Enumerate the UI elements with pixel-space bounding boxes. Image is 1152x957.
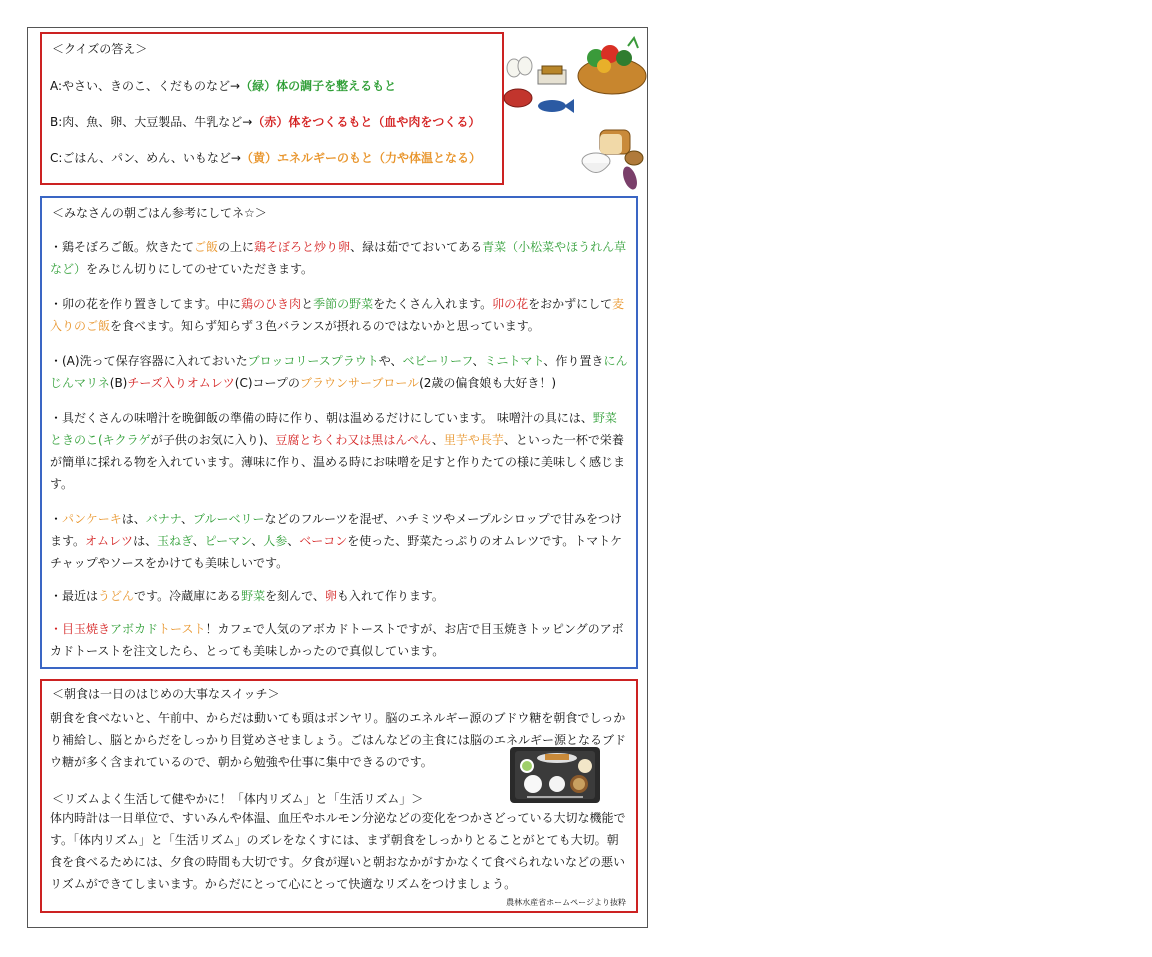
highlight-red: 目玉焼き bbox=[62, 622, 111, 636]
quiz-line-c-answer: （黄）エネルギーのもと（力や体温となる） bbox=[240, 151, 481, 165]
quiz-line-c bbox=[50, 151, 481, 166]
source-note: 農林水産省ホームページより抜粋 bbox=[506, 898, 626, 907]
quiz-line-b bbox=[50, 115, 480, 130]
highlight-green: ミニトマト bbox=[484, 354, 544, 368]
highlight-green: 人参 bbox=[263, 534, 288, 548]
text: は、 bbox=[121, 512, 146, 526]
text: (B) bbox=[109, 376, 128, 390]
highlight-green: ブロッコリースプラウト bbox=[247, 354, 379, 368]
highlight-yellow: うどん bbox=[98, 589, 135, 603]
highlight-red: 豆腐とちくわ又は黒はんぺん bbox=[275, 433, 432, 447]
quiz-line-b-label: B:肉、魚、卵、大豆製品、牛乳など→ bbox=[50, 115, 253, 129]
highlight-red: オムレツ bbox=[85, 534, 134, 548]
text: 、 bbox=[287, 534, 300, 548]
text: 、 bbox=[431, 433, 444, 447]
text: も入れて作ります。 bbox=[336, 589, 444, 603]
text: です。冷蔵庫にある bbox=[134, 589, 242, 603]
text: 、緑は茹でておいてある bbox=[350, 240, 483, 254]
ideas-title: ＜みなさんの朝ごはん参考にしてネ☆＞ bbox=[52, 206, 267, 220]
fish-icon bbox=[538, 99, 574, 113]
bread-icon bbox=[600, 130, 630, 154]
text: をみじん切りにしてのせていただきます。 bbox=[86, 262, 314, 276]
highlight-green: 野菜ときのこ(キクラゲ bbox=[50, 411, 617, 447]
highlight-red: ・ bbox=[50, 622, 63, 636]
text: と bbox=[301, 297, 314, 311]
highlight-red: 卵 bbox=[324, 589, 337, 603]
text: 、 bbox=[192, 534, 205, 548]
vegetable-basket-icon bbox=[578, 38, 646, 94]
text: 、 bbox=[180, 512, 193, 526]
highlight-yellow: パンケーキ bbox=[62, 512, 122, 526]
breakfast-body-2: 体内時計は一日単位で、すいみんや体温、血圧やホルモン分泌などの変化をつかさどっている大切な機能です。「体内リズム」と「生活リズム」のズレをなくすには、まず朝食をしっかりとることがとても大切。朝食を食べるためには、夕食の時間も大切です。夕食が遅いと朝おなかがすかなくて食べられないなどの悪いリズムができてしまいます。からだにとって心にとって快適なリズムをつけましょう。 bbox=[50, 811, 626, 891]
quiz-line-b-answer: （赤）体をつくるもと（血や肉をつくる） bbox=[252, 115, 481, 129]
text: が子供のお気に入り)、 bbox=[150, 433, 276, 447]
text: 、 bbox=[472, 354, 485, 368]
quiz-line-c-label: C:ごはん、パン、めん、いもなど→ bbox=[50, 151, 241, 165]
highlight-red: チーズ入りオムレツ bbox=[127, 376, 235, 390]
highlight-red: 鶏のひき肉 bbox=[241, 297, 302, 311]
text: ・ bbox=[50, 512, 63, 526]
highlight-red: ベーコン bbox=[299, 534, 348, 548]
highlight-green: バナナ bbox=[145, 512, 181, 526]
idea-paragraph-7 bbox=[50, 618, 628, 662]
text: を食べます。知らず知らず３色バランスが摂れるのではないかと思っています。 bbox=[110, 319, 540, 333]
highlight-green: アボカド bbox=[110, 622, 159, 636]
highlight-green: 季節の野菜 bbox=[313, 297, 374, 311]
idea-paragraph-1 bbox=[50, 236, 628, 280]
eggs-icon bbox=[507, 57, 532, 77]
text: ・最近は bbox=[50, 589, 99, 603]
text: ・鶏そぼろご飯。炊きたて bbox=[50, 240, 195, 254]
text: 、といった一杯で栄養が簡単に採れる物を入れています。薄味に作り、温める時にお味噌を足すと作りたての様に美味しく感じます。 bbox=[50, 433, 626, 491]
text: や、 bbox=[378, 354, 403, 368]
potato-icon bbox=[620, 151, 643, 191]
idea-paragraph-6 bbox=[50, 585, 628, 607]
highlight-red: 卯の花 bbox=[492, 297, 529, 311]
quiz-line-a-answer: （緑）体の調子を整えるもと bbox=[240, 79, 397, 93]
breakfast-tray-icon bbox=[509, 746, 601, 804]
text: ・具だくさんの味噌汁を晩御飯の準備の時に作り、朝は温めるだけにしています。 味噌汁の具には、 bbox=[50, 411, 593, 425]
text: を使った、野菜たっぷりのオムレツです。トマトケチャップやソースをかけても美味しいです。 bbox=[50, 534, 623, 570]
text: を刻んで、 bbox=[265, 589, 325, 603]
natto-icon bbox=[538, 66, 566, 84]
highlight-green: 野菜 bbox=[241, 589, 266, 603]
text: ・卯の花を作り置きしてます。中に bbox=[50, 297, 242, 311]
rice-bowl-icon bbox=[582, 153, 610, 173]
quiz-answer-box bbox=[40, 32, 504, 185]
text: をおかずにして bbox=[528, 297, 613, 311]
breakfast-ideas-box bbox=[40, 196, 638, 669]
quiz-line-a-label: A:やさい、きのこ、くだものなど→ bbox=[50, 79, 241, 93]
text: 、 bbox=[251, 534, 264, 548]
text: の上に bbox=[218, 240, 255, 254]
food-illustrations bbox=[500, 36, 648, 196]
highlight-green: ブルーベリー bbox=[192, 512, 265, 526]
highlight-green: 青菜（小松菜やほうれん草など） bbox=[50, 240, 627, 276]
highlight-yellow: 麦入りのご飯 bbox=[50, 297, 625, 333]
quiz-line-a bbox=[50, 79, 396, 94]
text: は、 bbox=[133, 534, 158, 548]
highlight-green: ピーマン bbox=[204, 534, 252, 548]
idea-paragraph-5 bbox=[50, 508, 628, 574]
quiz-title: ＜クイズの答え＞ bbox=[52, 42, 148, 56]
newsletter-page bbox=[27, 27, 648, 928]
text: をたくさん入れます。 bbox=[373, 297, 493, 311]
text: 、作り置き bbox=[543, 354, 604, 368]
highlight-red: 鶏そぼろと炒り卵 bbox=[254, 240, 351, 254]
highlight-yellow: トースト bbox=[158, 622, 206, 636]
breakfast-title-1: ＜朝食は一日のはじめの大事なスイッチ＞ bbox=[52, 687, 280, 701]
highlight-green: にんじんマリネ bbox=[50, 354, 628, 390]
highlight-green: ベビーリーフ bbox=[402, 354, 473, 368]
meat-icon bbox=[504, 89, 532, 107]
text: (C)コープの bbox=[234, 376, 300, 390]
highlight-yellow: 里芋や長芋 bbox=[443, 433, 504, 447]
breakfast-body-1: 朝食を食べないと、午前中、からだは動いても頭はボンヤリ。脳のエネルギー源のブドウ糖を朝食でしっかり補給し、脳とからだをしっかり目覚めさせましょう。ごはんなどの主食には脳のエネルギー源となるブドウ糖が多く含まれているので、朝から勉強や仕事に集中できるのです。 bbox=[50, 711, 627, 769]
idea-paragraph-3 bbox=[50, 350, 628, 394]
highlight-yellow: ご飯 bbox=[194, 240, 219, 254]
text: (2歳の偏食娘も大好き！) bbox=[419, 376, 557, 390]
text: ・(A)洗って保存容器に入れておいた bbox=[50, 354, 248, 368]
idea-paragraph-4 bbox=[50, 407, 628, 495]
text: などのフルーツを混ぜ、ハチミツやメープルシロップで甘みをつけます。 bbox=[50, 512, 622, 548]
idea-paragraph-2 bbox=[50, 293, 628, 337]
highlight-yellow: ブラウンサーブロール bbox=[299, 376, 420, 390]
highlight-green: 玉ねぎ bbox=[157, 534, 193, 548]
breakfast-title-2: ＜リズムよく生活して健やかに！「体内リズム」と「生活リズム」＞ bbox=[52, 792, 424, 806]
text: ！カフェで人気のアボカドトーストですが、お店で目玉焼きトッピングのアボカドトーストを注文したら、とっても美味しかったので真似しています。 bbox=[50, 622, 624, 658]
